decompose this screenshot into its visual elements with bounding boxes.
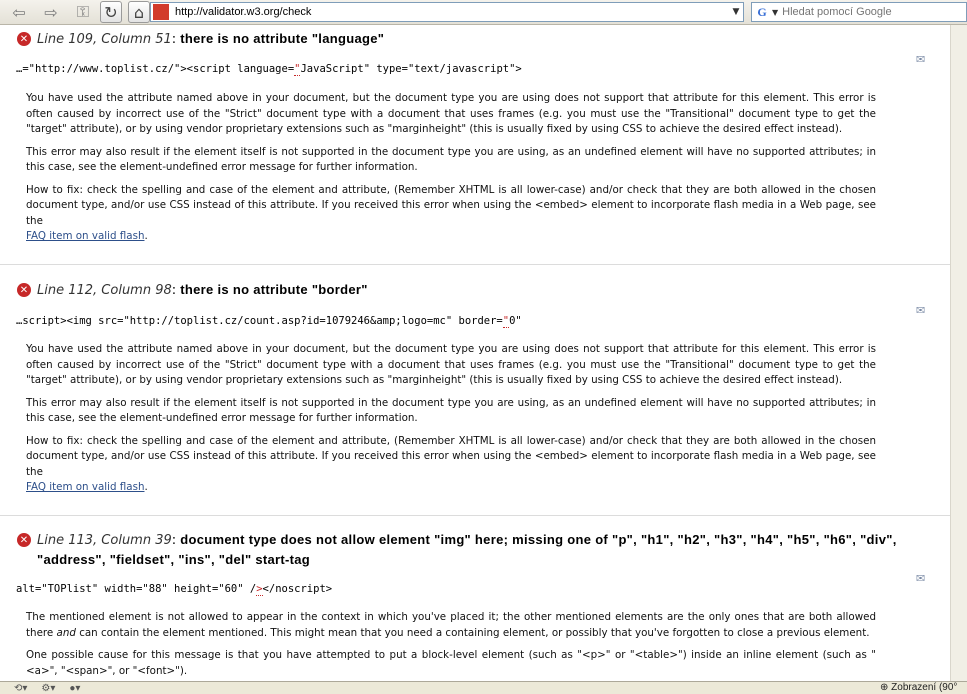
- key-icon[interactable]: ⚿: [76, 2, 90, 21]
- security-icon[interactable]: ●▾: [69, 682, 81, 694]
- explanation-paragraph: This error may also result if the element itself is not supported in the document type you are using, as an undefined element will have no supported attributes; in this case, see the element-undefined error message for further information.: [26, 396, 876, 424]
- error-message: there is no attribute "border": [180, 282, 368, 297]
- status-bar: [0, 681, 967, 694]
- google-icon[interactable]: G: [757, 4, 767, 19]
- search-input[interactable]: [782, 6, 966, 18]
- error-message: there is no attribute "language": [180, 31, 385, 46]
- explanation-paragraph: You have used the attribute named above in your document, but the document type you are using does not support that attribute for this element. This error is often caused by incorrect use of the "Strict" document type with a document that uses frames (e.g. you must use the "Transitional" document type to get the "target" attribute), or by using vendor proprietary extensions such as "marginheight" (this is usually fixed by using CSS to achieve the desired effect instead).: [26, 343, 876, 386]
- zoom-level[interactable]: ⊕ Zobrazení (90°: [880, 682, 958, 693]
- mail-icon[interactable]: ✉: [916, 53, 926, 66]
- validator-results: [0, 25, 950, 681]
- error-message: document type does not allow element "img" here; missing one of "p", "h1", "h2", "h3", "h4", "h5", "h6", "div", "address", "fieldset", "ins", "del" start-tag: [37, 532, 897, 567]
- explanation-paragraph: How to fix: check the spelling and case of the element and attribute, (Remember XHTML is all lower-case) and/or check that they are both allowed in the chosen document type, and/or use CSS instead of this attribute. If you received this error when using the <embed> element to incorporate flash media in a Web page, see the FAQ item on valid flash.: [26, 183, 876, 242]
- forward-icon[interactable]: ⇨: [44, 2, 58, 22]
- error-explanation: [26, 342, 876, 503]
- faq-link[interactable]: FAQ item on valid flash: [26, 481, 145, 493]
- source-excerpt: …script><img src="http://toplist.cz/count.asp?id=1079246&amp;logo=mc" border="0": [16, 315, 522, 327]
- addon-icon[interactable]: ⟲▾: [14, 682, 28, 694]
- source-excerpt: …="http://www.toplist.cz/"><script language="JavaScript" type="text/javascript">: [16, 63, 522, 75]
- error-heading: ✕ Line 109, Column 51: there is no attribute "language": [17, 29, 932, 49]
- error-location: Line 113, Column 39: [37, 533, 172, 548]
- explanation-paragraph: This error may also result if the element itself is not supported in the document type you are using, as an undefined element will have no supported attributes; in this case, see the element-undefined error message for further information.: [26, 145, 876, 173]
- error-icon: ✕: [17, 283, 31, 297]
- explanation-paragraph: One possible cause for this message is that you have attempted to put a block-level element (such as "<p>" or "<table>") inside an inline element (such as "<a>", "<span>", or "<font>").: [26, 649, 876, 677]
- chevron-down-icon[interactable]: ▼: [772, 7, 779, 17]
- reload-icon[interactable]: ↻: [100, 1, 122, 23]
- explanation-paragraph: How to fix: check the spelling and case of the element and attribute, (Remember XHTML is all lower-case) and/or check that they are both allowed in the chosen document type, and/or use CSS instead of this attribute. If you received this error when using the <embed> element to incorporate flash media in a Web page, see the FAQ item on valid flash.: [26, 434, 876, 493]
- search-bar[interactable]: [751, 2, 967, 22]
- error-location: Line 112, Column 98: [37, 283, 172, 298]
- share-icon[interactable]: ⚙▾: [41, 682, 56, 694]
- mail-icon[interactable]: ✉: [916, 304, 926, 317]
- chevron-down-icon[interactable]: ▼: [732, 7, 740, 17]
- url-text[interactable]: http://validator.w3.org/check: [175, 6, 312, 18]
- favicon-icon: [153, 4, 169, 20]
- address-bar[interactable]: [150, 2, 744, 22]
- divider: [0, 515, 950, 516]
- vertical-scrollbar[interactable]: [950, 25, 967, 681]
- error-heading: ✕ Line 112, Column 98: there is no attribute "border": [17, 280, 932, 300]
- explanation-paragraph: The mentioned element is not allowed to appear in the context in which you've placed it; the other mentioned elements are the only ones that are both allowed there and can contain the element mentioned. This might mean that you need a containing element, or possibly that you've forgotten to close a previous element.: [26, 611, 876, 639]
- error-explanation: [26, 91, 876, 252]
- error-location: Line 109, Column 51: [37, 32, 172, 47]
- divider: [0, 264, 950, 265]
- source-excerpt: alt="TOPlist" width="88" height="60" /></noscript>: [16, 583, 333, 595]
- error-heading: ✕ Line 113, Column 39: document type does not allow element "img" here; missing one of "p", "h1", "h2", "h3", "h4", "h5", "h6", "div", "address", "fieldset", "ins", "del" start-tag: [17, 530, 932, 570]
- mail-icon[interactable]: ✉: [916, 572, 926, 585]
- error-icon: ✕: [17, 32, 31, 46]
- faq-link[interactable]: FAQ item on valid flash: [26, 230, 145, 242]
- home-icon[interactable]: ⌂: [128, 1, 150, 23]
- back-icon[interactable]: ⇦: [12, 2, 26, 22]
- error-explanation: [26, 610, 876, 681]
- explanation-paragraph: You have used the attribute named above in your document, but the document type you are using does not support that attribute for this element. This error is often caused by incorrect use of the "Strict" document type with a document that uses frames (e.g. you must use the "Transitional" document type to get the "target" attribute), or by using vendor proprietary extensions such as "marginheight" (this is usually fixed by using CSS to achieve the desired effect instead).: [26, 92, 876, 135]
- error-icon: ✕: [17, 533, 31, 547]
